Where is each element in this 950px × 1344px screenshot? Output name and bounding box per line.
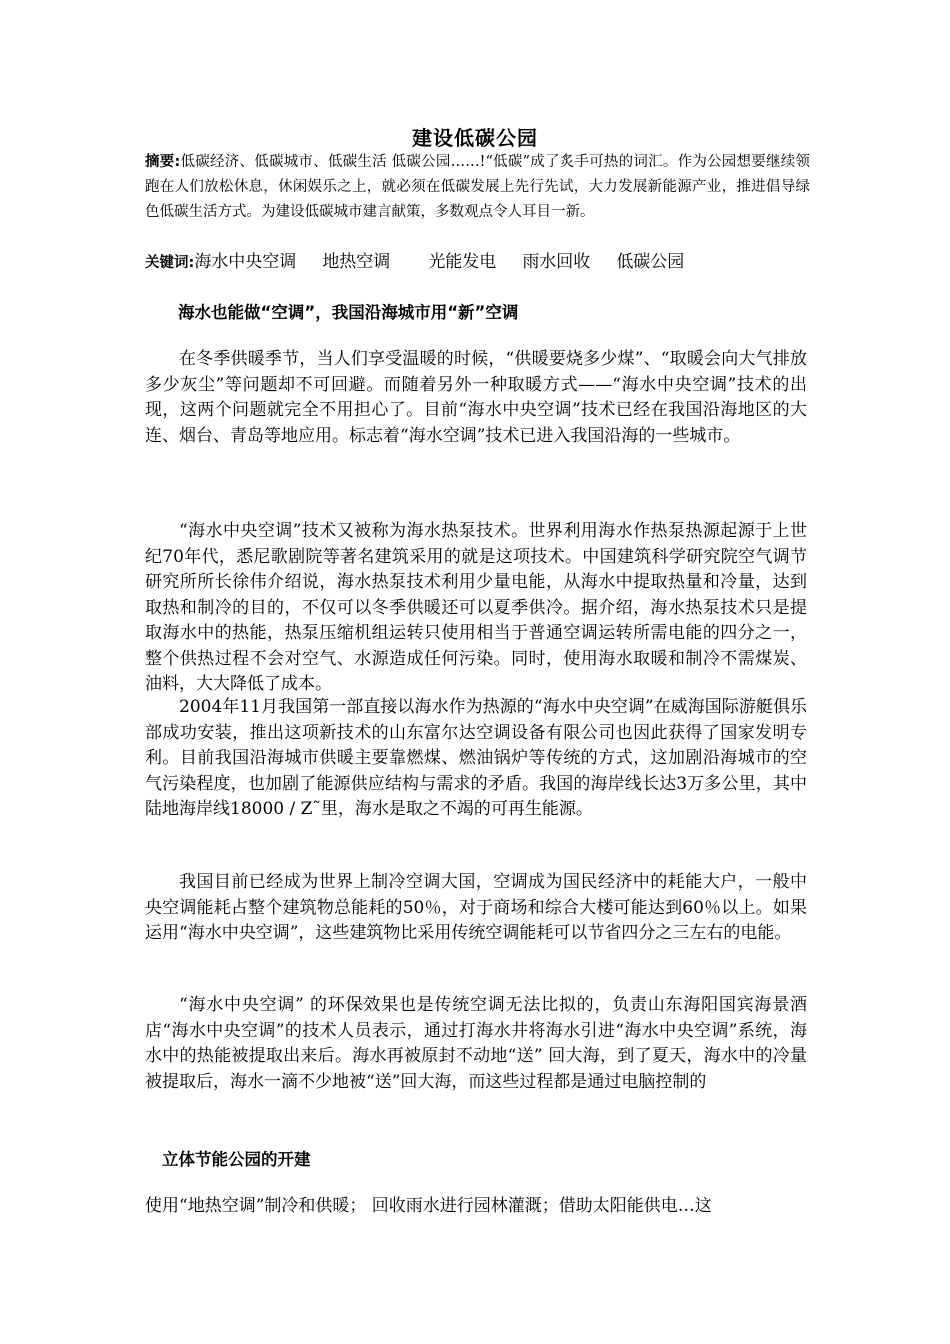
abstract-text: 低碳经济、低碳城市、低碳生活 低碳公园……!“低碳”成了炙手可热的词汇。作为公园想要继续领跑在人们放松休息，休闲娱乐之上，就必须在低碳发展上先行先试，大力发展新能源产业，推进倡导绿色低碳生活方式。为建设低碳城市建言献策，多数观点令人耳目一新。 xyxy=(145,154,810,220)
paragraph: 在冬季供暖季节，当人们享受温暖的时候，“供暖要烧多少煤”、“取暖会向大气排放多少灰尘”等问题却不可回避。而随着另外一种取暖方式——“海水中央空调”技术的出现，这两个问题就完全不用担心了。目前“海水中央空调”技术已经在我国沿海地区的大连、烟台、青岛等地应用。标志着“海水空调”技术已进入我国沿海的一些城市。 xyxy=(145,349,807,446)
keywords-line xyxy=(145,249,810,276)
keyword-item: 地热空调 xyxy=(322,252,391,272)
paragraph: 2004年11月我国第一部直接以海水作为热源的“海水中央空调”在威海国际游艇俱乐部成功安装，推出这项新技术的山东富尔达空调设备有限公司也因此获得了国家发明专利。目前我国沿海城市供暖主要靠燃煤、燃油锅炉等传统的方式，这加剧沿海城市的空气污染程度，也加剧了能源供应结构与需求的矛盾。我国的海岸线长达3万多公里，其中陆地海岸线18000 / Z˜里，海水是取之不竭的可再生能源。 xyxy=(145,697,807,819)
section-heading-park: 立体节能公园的开建 xyxy=(162,1150,311,1169)
paragraph: 我国目前已经成为世界上制冷空调大国，空调成为国民经济中的耗能大户，一般中央空调能耗占整个建筑物总能耗的50％，对于商场和综合大楼可能达到60％以上。如果运用“海水中央空调”，这些建筑物比采用传统空调能耗可以节省四分之三左右的电能。 xyxy=(145,872,807,943)
keyword-item: 雨水回收 xyxy=(522,252,591,272)
keyword-item: 低碳公园 xyxy=(616,252,685,272)
paragraph: “海水中央空调” 的环保效果也是传统空调无法比拟的，负责山东海阳国宾海景酒店“海水中央空调”的技术人员表示，通过打海水井将海水引进“海水中央空调”系统，海水中的热能被提取出来后。海水再被原封不动地“送” 回大海，到了夏天，海水中的冷量被提取后，海水一滴不少地被“送”回大海，而这些过程都是通过电脑控制的 xyxy=(145,995,807,1092)
keywords-label: 关键词: xyxy=(145,255,195,271)
abstract-label: 摘要: xyxy=(145,154,181,170)
document-title: 建设低碳公园 xyxy=(412,126,538,150)
abstract xyxy=(145,150,810,225)
section-heading-seawater: 海水也能做“空调”，我国沿海城市用“新”空调 xyxy=(178,303,519,322)
paragraph: “海水中央空调”技术又被称为海水热泵技术。世界利用海水作热泵热源起源于上世纪70年代，悉尼歌剧院等著名建筑采用的就是这项技术。中国建筑科学研究院空气调节研究所所长徐伟介绍说，海水热泵技术利用少量电能，从海水中提取热量和冷量，达到取热和制冷的目的，不仅可以冬季供暖还可以夏季供冷。据介绍，海水热泵技术只是提取海水中的热能，热泵压缩机组运转只使用相当于普通空调运转所需电能的四分之一，整个供热过程不会对空气、水源造成任何污染。同时，使用海水取暖和制冷不需煤炭、油料，大大降低了成本。 xyxy=(145,521,807,694)
keyword-item: 海水中央空调 xyxy=(194,252,297,272)
keyword-item: 光能发电 xyxy=(428,252,497,272)
paragraph: 使用“地热空调”制冷和供暖； 回收雨水进行园林灌溉；借助太阳能供电…这 xyxy=(145,1196,712,1216)
